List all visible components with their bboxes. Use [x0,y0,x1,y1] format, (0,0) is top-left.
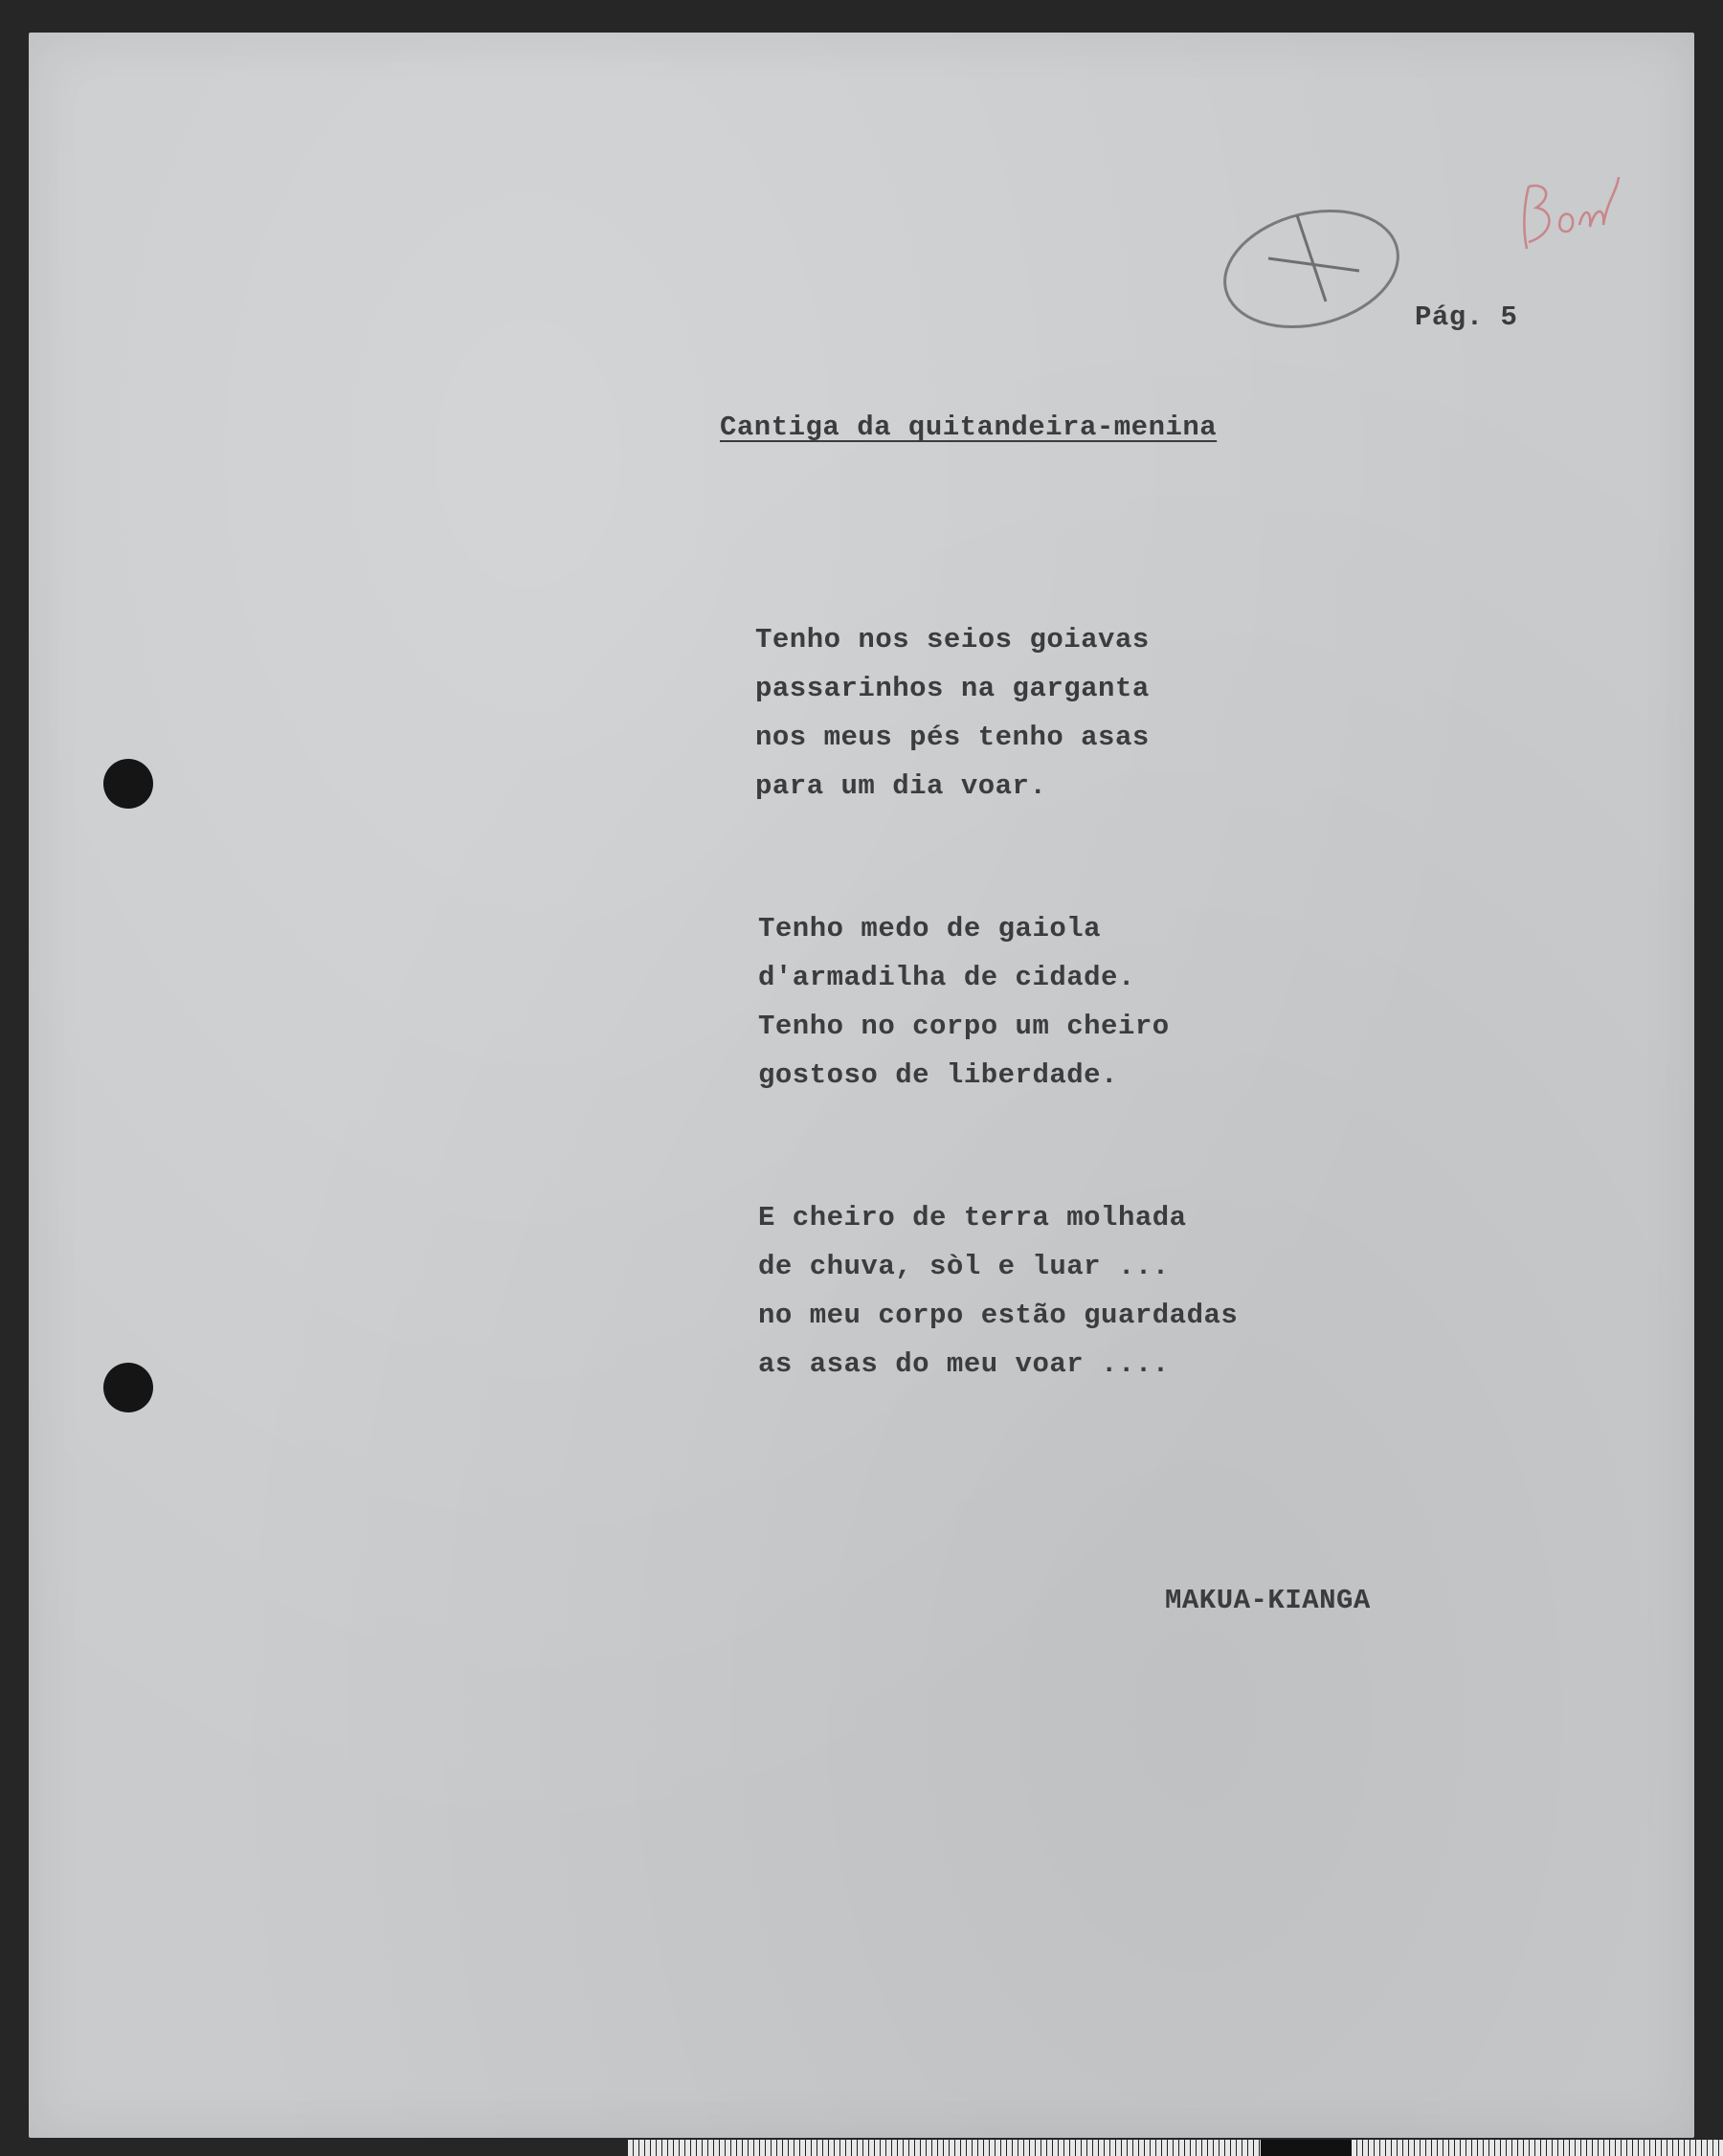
poem-line: as asas do meu voar .... [758,1348,1170,1380]
scale-ruler [627,2140,1723,2156]
poem-line: no meu corpo estão guardadas [758,1300,1239,1331]
poem-line: Tenho medo de gaiola [758,913,1102,945]
page-number: Pág. 5 [1415,301,1518,333]
poem-line: de chuva, sòl e luar ... [758,1251,1170,1282]
poem-line: passarinhos na garganta [755,673,1150,704]
poem-line: Tenho no corpo um cheiro [758,1011,1170,1042]
author-signature: MAKUA-KIANGA [1165,1585,1371,1616]
stanza [758,1193,1238,1389]
handwritten-annotation [1517,167,1622,263]
poem-line: d'armadilha de cidade. [758,962,1135,993]
binder-hole-icon [103,1363,153,1412]
poem-line: nos meus pés tenho asas [755,722,1150,753]
poem-line: E cheiro de terra molhada [758,1202,1187,1234]
stanza [755,615,1150,811]
binder-hole-icon [103,759,153,809]
poem-line: gostoso de liberdade. [758,1059,1118,1091]
circled-x-mark-icon [1216,196,1407,340]
stanza [758,904,1170,1100]
scale-ruler-segment [1261,2140,1352,2156]
poem-title: Cantiga da quitandeira-menina [720,411,1218,443]
poem-line: Tenho nos seios goiavas [755,624,1150,656]
poem-line: para um dia voar. [755,770,1047,802]
